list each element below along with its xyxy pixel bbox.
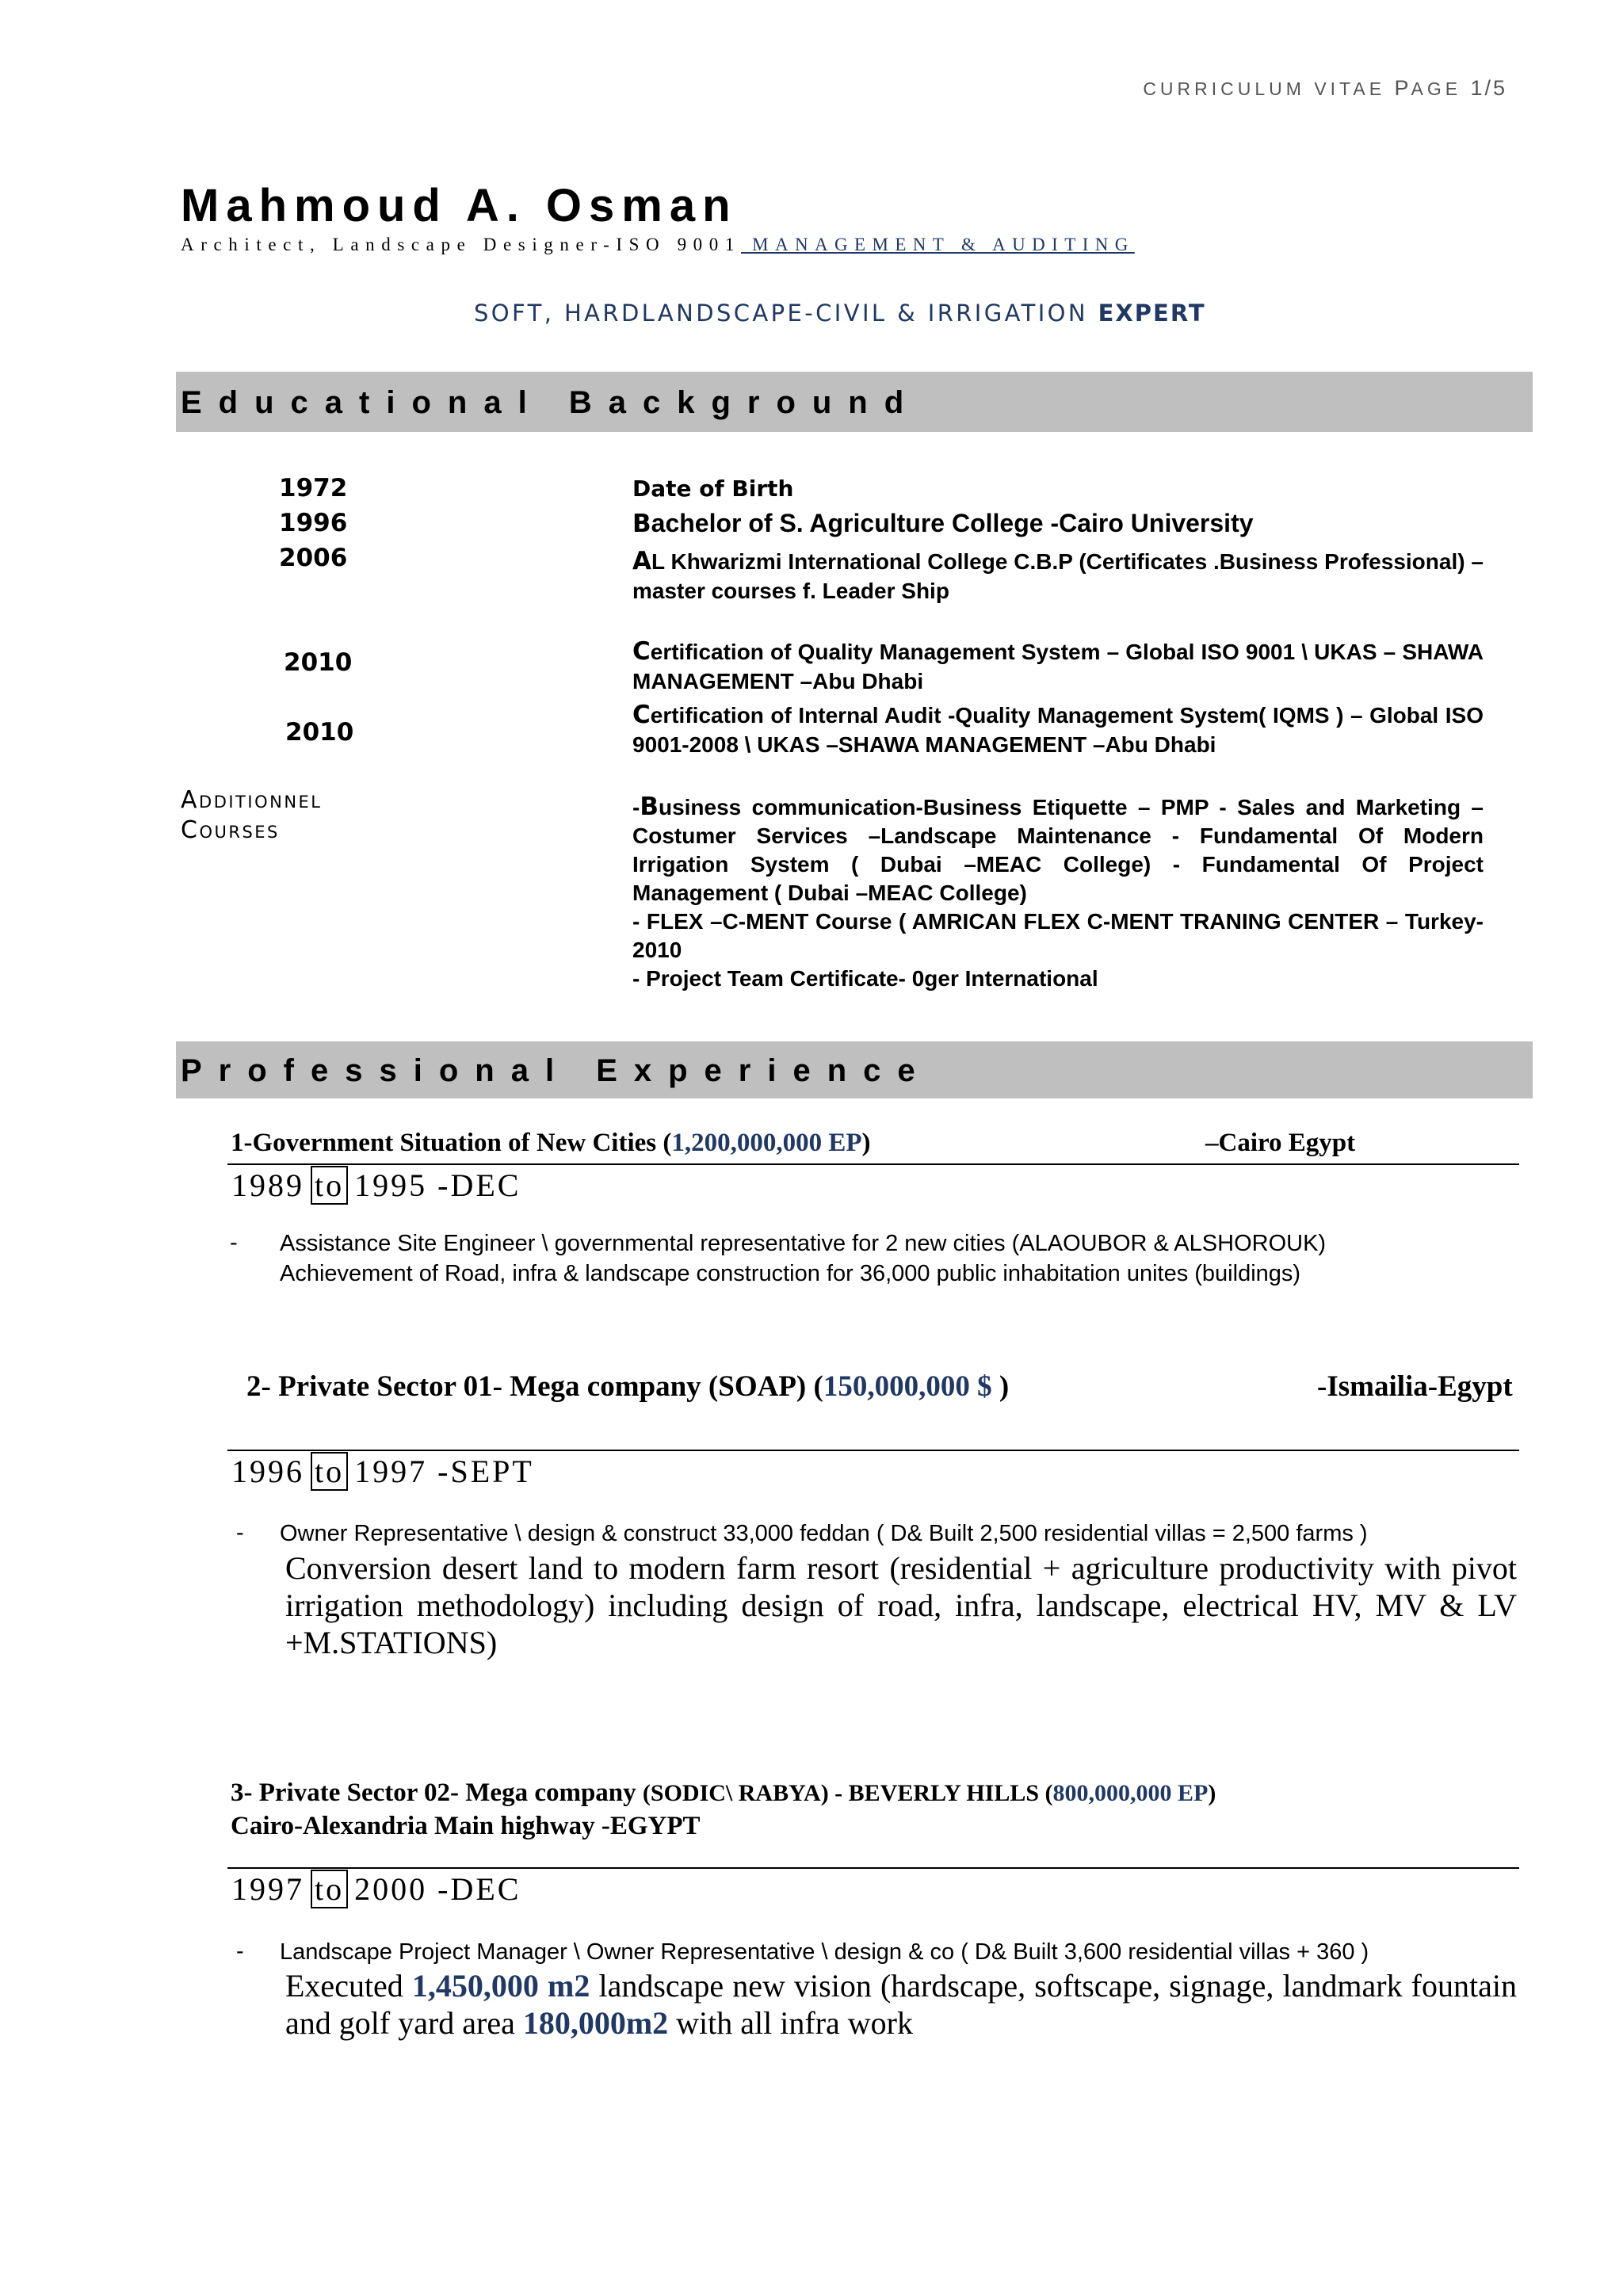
page-word-rest: AGE [1411,78,1462,99]
job-detail: Assistance Site Engineer \ governmental representative for 2 new cities (ALAOUBOR & ALSHOROUK) Achievement of Road, infra & landscape construction for 36,000 public inhabitation unites (buildings) [280,1231,1327,1286]
bullet-dash: - [236,1520,244,1545]
person-subtitle [181,235,1135,255]
additional-courses-label: Additionnel Courses [181,786,323,844]
subtitle-link[interactable]: MANAGEMENT & AUDITING [741,235,1135,254]
expert-suffix: EXPERT [1098,300,1206,327]
bullet-dash: - [230,1230,238,1255]
job-location: -Ismailia-Egypt [1317,1370,1513,1403]
additional-courses [632,793,1484,993]
job-description: Conversion desert land to modern farm resort (residential + agriculture productivity with pivot irrigation methodology) including design of road, infra, landscape, electrical HV, MV & LV +M.STATIONS) [285,1550,1517,1660]
job-title: 1-Government Situation of New Cities (1,200,000,000 EP) [231,1129,871,1157]
subtitle-text: Architect, Landscape Designer-ISO 9001 [181,235,741,254]
expert-prefix: SOFT, HARDLANDSCAPE-CIVIL & IRRIGATION [474,300,1098,327]
additional-courses-project: - Project Team Certificate- 0ger International [632,966,1098,991]
job-divider [227,1450,1519,1451]
page-word: P [1394,76,1411,100]
job-period: 1989 to 1995 -DEC [231,1167,521,1203]
job-divider [227,1867,1519,1869]
education-year: 2006 [279,544,348,572]
job-title: 3- Private Sector 02- Mega company (SODIC\ RABYA) - BEVERLY HILLS (800,000,000 EP) [231,1778,1216,1807]
education-year: 1972 [279,474,348,502]
job-period: 1996 to 1997 -SEPT [231,1454,534,1489]
education-entry: Date of Birth [632,476,794,502]
expert-line [474,300,1206,327]
bullet-dash: - [236,1939,244,1964]
education-section-title: Educational Background [181,385,921,420]
additional-courses-flex: - FLEX –C-MENT Course ( AMRICAN FLEX C-MENT TRANING CENTER – Turkey-2010 [632,909,1484,962]
education-entry: Certification of Quality Management System – Global ISO 9001 \ UKAS – SHAWA MANAGEMENT –Abu Dhabi [632,637,1484,693]
additional-courses-main: -Business communication-Business Etiquette – PMP - Sales and Marketing –Costumer Services –Landscape Maintenance - Fundamental Of Modern Irrigation System ( Dubai –MEAC College) - Fundamental Of Project Management ( Dubai –MEAC College) [632,793,1484,905]
job-detail: Landscape Project Manager \ Owner Representative \ design & co ( D& Built 3,600 residential villas + 360 ) [280,1939,1369,1965]
education-entry: AL Khwarizmi International College C.B.P (Certificates .Business Professional) –master courses f. Leader Ship [632,547,1484,603]
page-header-label: CURRICULUM VITAE [1143,78,1386,99]
education-year: 1996 [279,509,348,537]
page-number: 1/5 [1470,76,1507,100]
job-detail: Owner Representative \ design & construct 33,000 feddan ( D& Built 2,500 residential villas = 2,500 farms ) [280,1521,1368,1546]
job-title: 2- Private Sector 01- Mega company (SOAP) (150,000,000 $ ) [246,1370,1010,1403]
job-divider [227,1163,1519,1165]
education-entry: Bachelor of S. Agriculture College -Cairo University [632,509,1254,538]
education-year: 2010 [284,648,353,677]
person-name: Mahmoud A. Osman [181,180,738,231]
job-description: Executed 1,450,000 m2 landscape new vision (hardscape, softscape, signage, landmark fountain and golf yard area 180,000m2 with all infra work [285,1968,1517,2041]
job-location: Cairo-Alexandria Main highway -EGYPT [231,1812,701,1840]
page-header [1143,76,1507,101]
education-year: 2010 [285,718,354,747]
job-location: –Cairo Egypt [1205,1129,1356,1157]
job-period: 1997 to 2000 -DEC [231,1871,521,1907]
education-entry: Certification of Internal Audit -Quality Management System( IQMS ) – Global ISO 9001-2008 \ UKAS –SHAWA MANAGEMENT –Abu Dhabi [632,701,1484,757]
experience-section-title: Professional Experience [181,1053,932,1088]
